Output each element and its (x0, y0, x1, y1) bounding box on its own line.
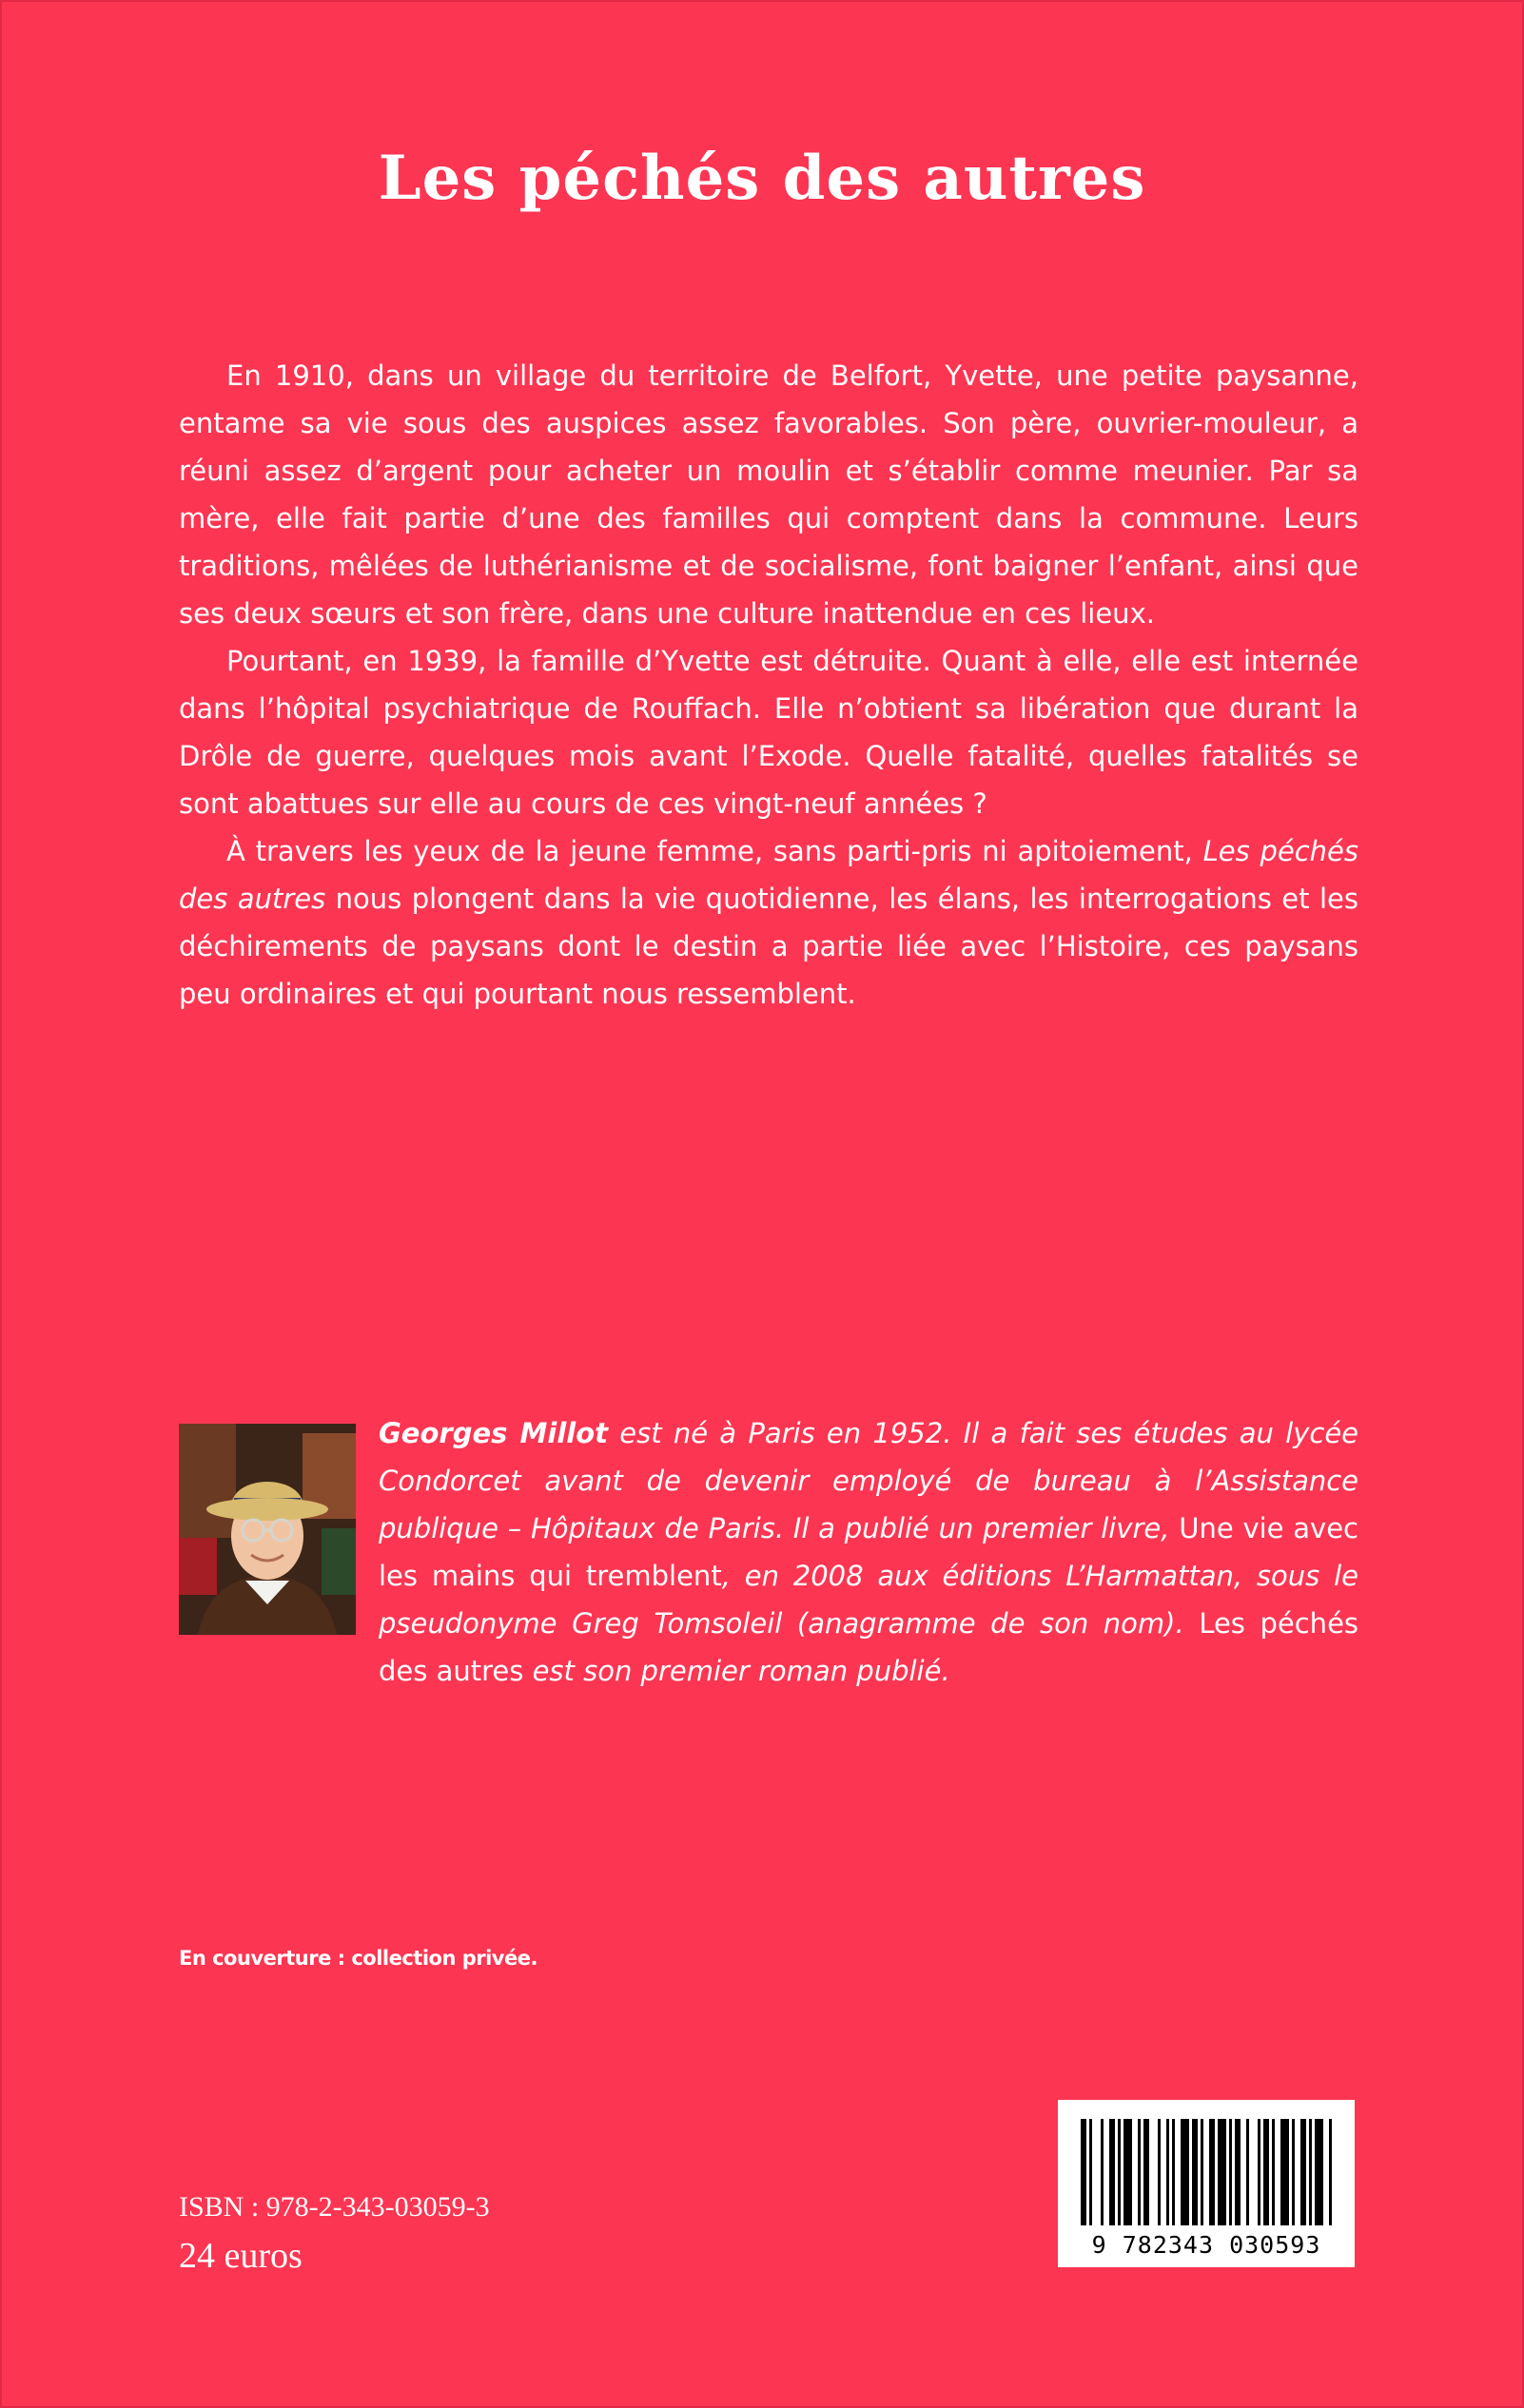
barcode-bar (1229, 2119, 1232, 2225)
bio-book-2: Les péchés des autres (379, 1607, 1359, 1687)
barcode-bar (1118, 2119, 1121, 2225)
barcode-bar (1315, 2119, 1323, 2225)
barcode-bar (1081, 2119, 1086, 2225)
barcode-bar (1158, 2119, 1161, 2225)
barcode-bar (1109, 2119, 1115, 2225)
synopsis-paragraph-1: En 1910, dans un village du territoire de Belfort, Yvette, une petite paysanne, entame sa vie sous des auspices assez favorables. Son père, ouvrier-mouleur, a réuni assez d’argent pour acheter un moulin et s’établir comme meunier. Par sa mère, elle fait partie d’une des familles qui comptent dans la commune. Leurs traditions, mêlées de luthérianisme et de socialisme, font baigner l’enfant, ainsi que ses deux sœurs et son frère, dans une culture inattendue en ces lieux. (179, 359, 1358, 630)
synopsis (179, 352, 1358, 1018)
synopsis-book-title: Les péchés des autres (179, 835, 1359, 915)
isbn: ISBN : 978-2-343-03059-3 (179, 2191, 490, 2223)
barcode-bar (1172, 2119, 1175, 2225)
synopsis-paragraph-3 (179, 827, 1358, 1018)
barcode-bar (1201, 2119, 1203, 2225)
barcode-bar (1235, 2119, 1241, 2225)
barcode-bar (1209, 2119, 1215, 2225)
barcode-bar (1101, 2119, 1104, 2225)
barcode-bar (1166, 2119, 1169, 2225)
barcode-bar (1246, 2119, 1249, 2225)
synopsis-paragraph-2: Pourtant, en 1939, la famille d’Yvette est détruite. Quant à elle, elle est internée dans l’hôpital psychiatrique de Rouffach. Elle n’obtient sa libération que durant la Drôle de guerre, quelques mois avant l’Exode. Quelle fatalité, quelles fatalités se sont abattues sur elle au cours de ces vingt-neuf années ? (179, 645, 1358, 820)
bio-text-3: est son premier roman publié. (532, 1655, 950, 1687)
synopsis-p3-start: À travers les yeux de la jeune femme, sans parti-pris ni apitoiement, (226, 835, 1193, 867)
barcode-bar (1192, 2119, 1198, 2225)
barcode-bar (1138, 2119, 1141, 2225)
cover-credit: En couverture : collection privée. (179, 1947, 537, 1970)
barcode-bar (1300, 2119, 1306, 2225)
barcode-bar (1089, 2119, 1092, 2225)
bio-book-1: Une vie avec les mains qui tremblent (379, 1512, 1359, 1592)
book-title: Les péchés des autres (378, 143, 1146, 214)
bio-text-1: est né à Paris en 1952. Il a fait ses études au lycée Condorcet avant de devenir employé de bureau à l’Assistance publique – Hôpitaux de Paris. Il a publié un premier livre, (379, 1417, 1358, 1544)
synopsis-p3-end: nous plongent dans la vie quotidienne, les élans, les interrogations et les déchirements de paysans dont le destin a partie liée avec l’Histoire, ces paysans peu ordinaires et qui pourtant nous ressemblent. (179, 883, 1358, 1010)
author-photo (179, 1424, 356, 1635)
bio-text-2: , en 2008 aux éditions L’Harmattan, sous le pseudonyme Greg Tomsoleil (anagramme de son nom). (379, 1560, 1358, 1640)
author-bio (379, 1409, 1358, 1695)
author-portrait-illustration (179, 1424, 356, 1635)
barcode-bar (1329, 2119, 1332, 2225)
barcode-bar (1272, 2119, 1275, 2225)
barcode-bar (1218, 2119, 1226, 2225)
barcode (1058, 2100, 1355, 2267)
barcode-bar (1181, 2119, 1189, 2225)
price: 24 euros (179, 2236, 303, 2276)
barcode-bar (1309, 2119, 1312, 2225)
barcode-bar (1143, 2119, 1149, 2225)
barcode-bars (1058, 2100, 1355, 2233)
barcode-bar (1123, 2119, 1132, 2225)
barcode-bar (1263, 2119, 1269, 2225)
barcode-bar (1292, 2119, 1295, 2225)
barcode-bar (1258, 2119, 1260, 2225)
barcode-bar (1280, 2119, 1289, 2225)
author-name: Georges Millot (379, 1417, 608, 1449)
barcode-number: 9 782343 030593 (1091, 2231, 1321, 2259)
